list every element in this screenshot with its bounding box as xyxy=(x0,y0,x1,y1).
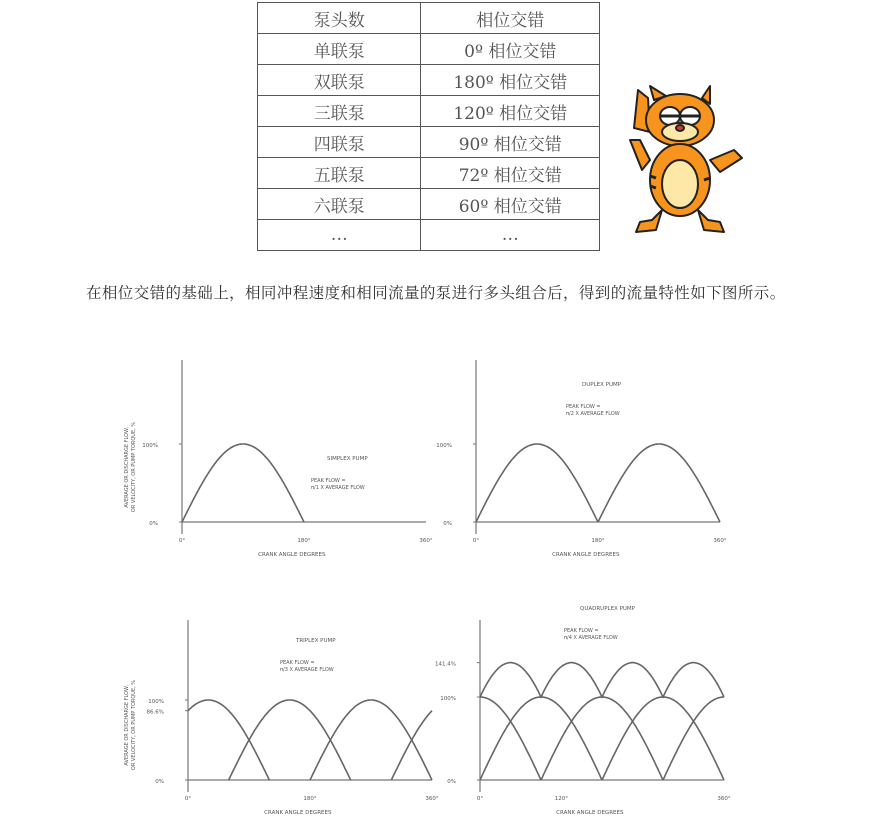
x-tick-label: 0° xyxy=(184,796,192,802)
x-tick-label: 120° xyxy=(554,796,568,802)
combined-flow-curve xyxy=(480,663,724,697)
flow-curve xyxy=(310,700,432,780)
y-axis-label: AVERAGE OR DISCHARGE FLOW, xyxy=(124,426,130,508)
pump-count-cell: … xyxy=(258,220,421,251)
table-row xyxy=(258,158,600,189)
table-row xyxy=(258,34,600,65)
pump-count-cell: 四联泵 xyxy=(258,127,421,158)
pump-count-cell: 六联泵 xyxy=(258,189,421,220)
y-tick-label: 0% xyxy=(149,521,158,527)
peak-flow-annotation: π/2 X AVERAGE FLOW xyxy=(566,411,620,417)
table-row xyxy=(258,220,600,251)
flow-curve xyxy=(229,700,351,780)
y-tick-label: 100% xyxy=(142,443,158,449)
x-tick-label: 180° xyxy=(303,796,317,802)
y-tick-label: 86.6% xyxy=(146,709,164,716)
x-tick-label: 360° xyxy=(717,796,731,802)
triplex-pump-chart xyxy=(112,600,452,824)
peak-flow-annotation: π/4 X AVERAGE FLOW xyxy=(564,635,618,641)
peak-flow-annotation: π/1 X AVERAGE FLOW xyxy=(311,485,365,491)
flow-curve xyxy=(663,697,724,780)
cartoon-cat-icon xyxy=(610,80,750,240)
y-tick-label: 100% xyxy=(148,699,164,705)
table-row xyxy=(258,189,600,220)
table-row xyxy=(258,127,600,158)
flow-curve xyxy=(188,700,269,780)
flow-curve xyxy=(182,444,304,522)
x-tick-label: 360° xyxy=(713,538,727,544)
phase-offset-cell: 90º 相位交错 xyxy=(421,127,600,158)
peak-flow-annotation: PEAK FLOW = xyxy=(280,660,315,666)
flow-curve xyxy=(541,697,663,780)
flow-curve xyxy=(391,711,432,780)
flow-curve xyxy=(602,697,724,780)
peak-flow-annotation: π/3 X AVERAGE FLOW xyxy=(280,667,334,673)
quadruplex-pump-chart xyxy=(432,600,772,824)
pump-count-cell: 单联泵 xyxy=(258,34,421,65)
x-axis-label: CRANK ANGLE DEGREES xyxy=(552,552,620,558)
y-axis-label: AVERAGE OR DISCHARGE FLOW, xyxy=(124,684,130,766)
peak-flow-annotation: PEAK FLOW = xyxy=(311,478,346,484)
pump-count-cell: 五联泵 xyxy=(258,158,421,189)
pump-type-title: TRIPLEX PUMP xyxy=(296,638,336,644)
phase-offset-cell: 60º 相位交错 xyxy=(421,189,600,220)
phase-offset-cell: 120º 相位交错 xyxy=(421,96,600,127)
table-row xyxy=(258,65,600,96)
peak-flow-annotation: PEAK FLOW = xyxy=(566,404,601,410)
x-axis-label: CRANK ANGLE DEGREES xyxy=(264,810,332,816)
y-tick-label: 100% xyxy=(440,696,456,702)
flow-curve xyxy=(480,697,541,780)
x-tick-label: 180° xyxy=(591,538,605,544)
pump-type-title: DUPLEX PUMP xyxy=(582,382,622,388)
y-tick-label: 100% xyxy=(436,443,452,449)
x-tick-label: 360° xyxy=(419,538,433,544)
x-tick-label: 180° xyxy=(297,538,311,544)
pump-count-cell: 双联泵 xyxy=(258,65,421,96)
y-tick-label: 0% xyxy=(447,779,456,785)
pump-type-title: SIMPLEX PUMP xyxy=(327,456,368,462)
duplex-pump-chart xyxy=(432,350,762,580)
flow-curve xyxy=(476,444,598,522)
phase-offset-cell: 相位交错 xyxy=(421,3,600,34)
flow-curve xyxy=(480,697,602,780)
x-tick-label: 0° xyxy=(178,538,186,544)
x-tick-label: 360° xyxy=(425,796,439,802)
simplex-pump-chart xyxy=(112,350,442,580)
y-axis-label: OR VELOCITY, OR PUMP TORQUE, % xyxy=(131,421,137,513)
phase-table xyxy=(257,2,600,251)
table-row xyxy=(258,96,600,127)
phase-offset-cell: 0º 相位交错 xyxy=(421,34,600,65)
y-tick-label: 0% xyxy=(443,521,452,527)
y-tick-label: 141.4% xyxy=(435,661,456,668)
y-tick-label: 0% xyxy=(155,779,164,785)
x-tick-label: 0° xyxy=(472,538,480,544)
table-header-row xyxy=(258,3,600,34)
flow-curve xyxy=(598,444,720,522)
x-tick-label: 0° xyxy=(476,796,484,802)
phase-offset-cell: … xyxy=(421,220,600,251)
pump-type-title: QUADRUPLEX PUMP xyxy=(580,606,635,612)
x-axis-label: CRANK ANGLE DEGREES xyxy=(556,810,624,816)
pump-count-cell: 三联泵 xyxy=(258,96,421,127)
phase-offset-cell: 180º 相位交错 xyxy=(421,65,600,96)
y-axis-label: OR VELOCITY, OR PUMP TORQUE, % xyxy=(131,679,137,771)
x-axis-label: CRANK ANGLE DEGREES xyxy=(258,552,326,558)
description-paragraph: 在相位交错的基础上，相同冲程速度和相同流量的泵进行多头组合后，得到的流量特性如下图所示。 xyxy=(86,284,786,302)
phase-offset-cell: 72º 相位交错 xyxy=(421,158,600,189)
peak-flow-annotation: PEAK FLOW = xyxy=(564,628,599,634)
pump-count-cell: 泵头数 xyxy=(258,3,421,34)
